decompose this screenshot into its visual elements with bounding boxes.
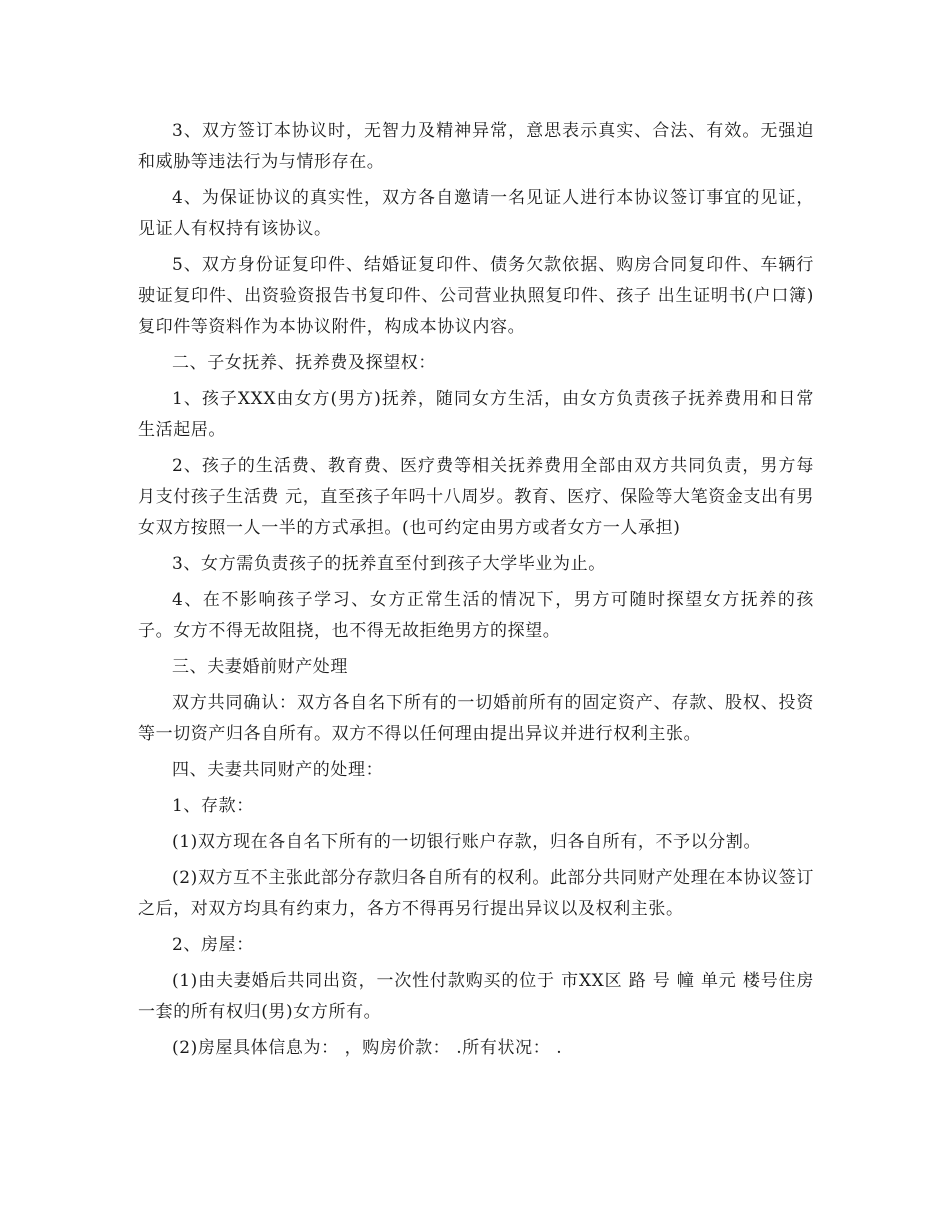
paragraph-custody-3: 3、女方需负责孩子的抚养直至付到孩子大学毕业为止。: [172, 554, 606, 574]
section-heading-premarital-property: 三、夫妻婚前财产处理: [172, 657, 348, 677]
paragraph-clause-3: 3、双方签订本协议时，无智力及精神异常，意思表示真实、合法、有效。无强迫和威胁等违法行为与情形存在。: [138, 121, 814, 172]
paragraph-deposits-1: (1)双方现在各自名下所有的一切银行账户存款，归各自所有，不予以分割。: [172, 832, 762, 852]
paragraph-clause-4: 4、为保证协议的真实性，双方各自邀请一名见证人进行本协议签订事宜的见证，见证人有权持有该协议。: [138, 188, 814, 239]
paragraph-housing-1: (1)由夫妻婚后共同出资，一次性付款购买的位于 市XX区 路 号 幢 单元 楼号住房一套的所有权归(男)女方所有。: [138, 971, 814, 1022]
paragraph-deposits-2: (2)双方互不主张此部分存款归各自所有的权利。此部分共同财产处理在本协议签订之后，对双方均具有约束力，各方不得再另行提出异议以及权利主张。: [138, 868, 814, 919]
document-body: [138, 116, 814, 1069]
paragraph-clause-5: 5、双方身份证复印件、结婚证复印件、债务欠款依据、购房合同复印件、车辆行驶证复印件、出资验资报告书复印件、公司营业执照复印件、孩子 出生证明书(户口簿)复印件等资料作为本协议附件，构成本协议内容。: [138, 255, 814, 337]
paragraph-custody-2: 2、孩子的生活费、教育费、医疗费等相关抚养费用全部由双方共同负责，男方每月支付孩子生活费 元，直至孩子年吗十八周岁。教育、医疗、保险等大笔资金支出有男女双方按照一人一半的方式承担。(也可约定由男方或者女方一人承担): [138, 456, 814, 538]
paragraph-custody-4: 4、在不影响孩子学习、女方正常生活的情况下，男方可随时探望女方抚养的孩子。女方不得无故阻挠，也不得无故拒绝男方的探望。: [138, 590, 814, 641]
subheading-deposits: 1、存款：: [172, 796, 254, 816]
section-heading-joint-property: 四、夫妻共同财产的处理：: [172, 760, 384, 780]
paragraph-custody-1: 1、孩子XXX由女方(男方)抚养，随同女方生活，由女方负责孩子抚养费用和日常生活起居。: [138, 389, 814, 440]
subheading-housing: 2、房屋：: [172, 935, 254, 955]
paragraph-housing-2: (2)房屋具体信息为： ，购房价款： .所有状况： .: [172, 1038, 563, 1058]
paragraph-premarital-property: 双方共同确认：双方各自名下所有的一切婚前所有的固定资产、存款、股权、投资等一切资产归各自所有。双方不得以任何理由提出异议并进行权利主张。: [138, 693, 814, 744]
section-heading-child-custody: 二、子女抚养、抚养费及探望权：: [172, 353, 436, 373]
